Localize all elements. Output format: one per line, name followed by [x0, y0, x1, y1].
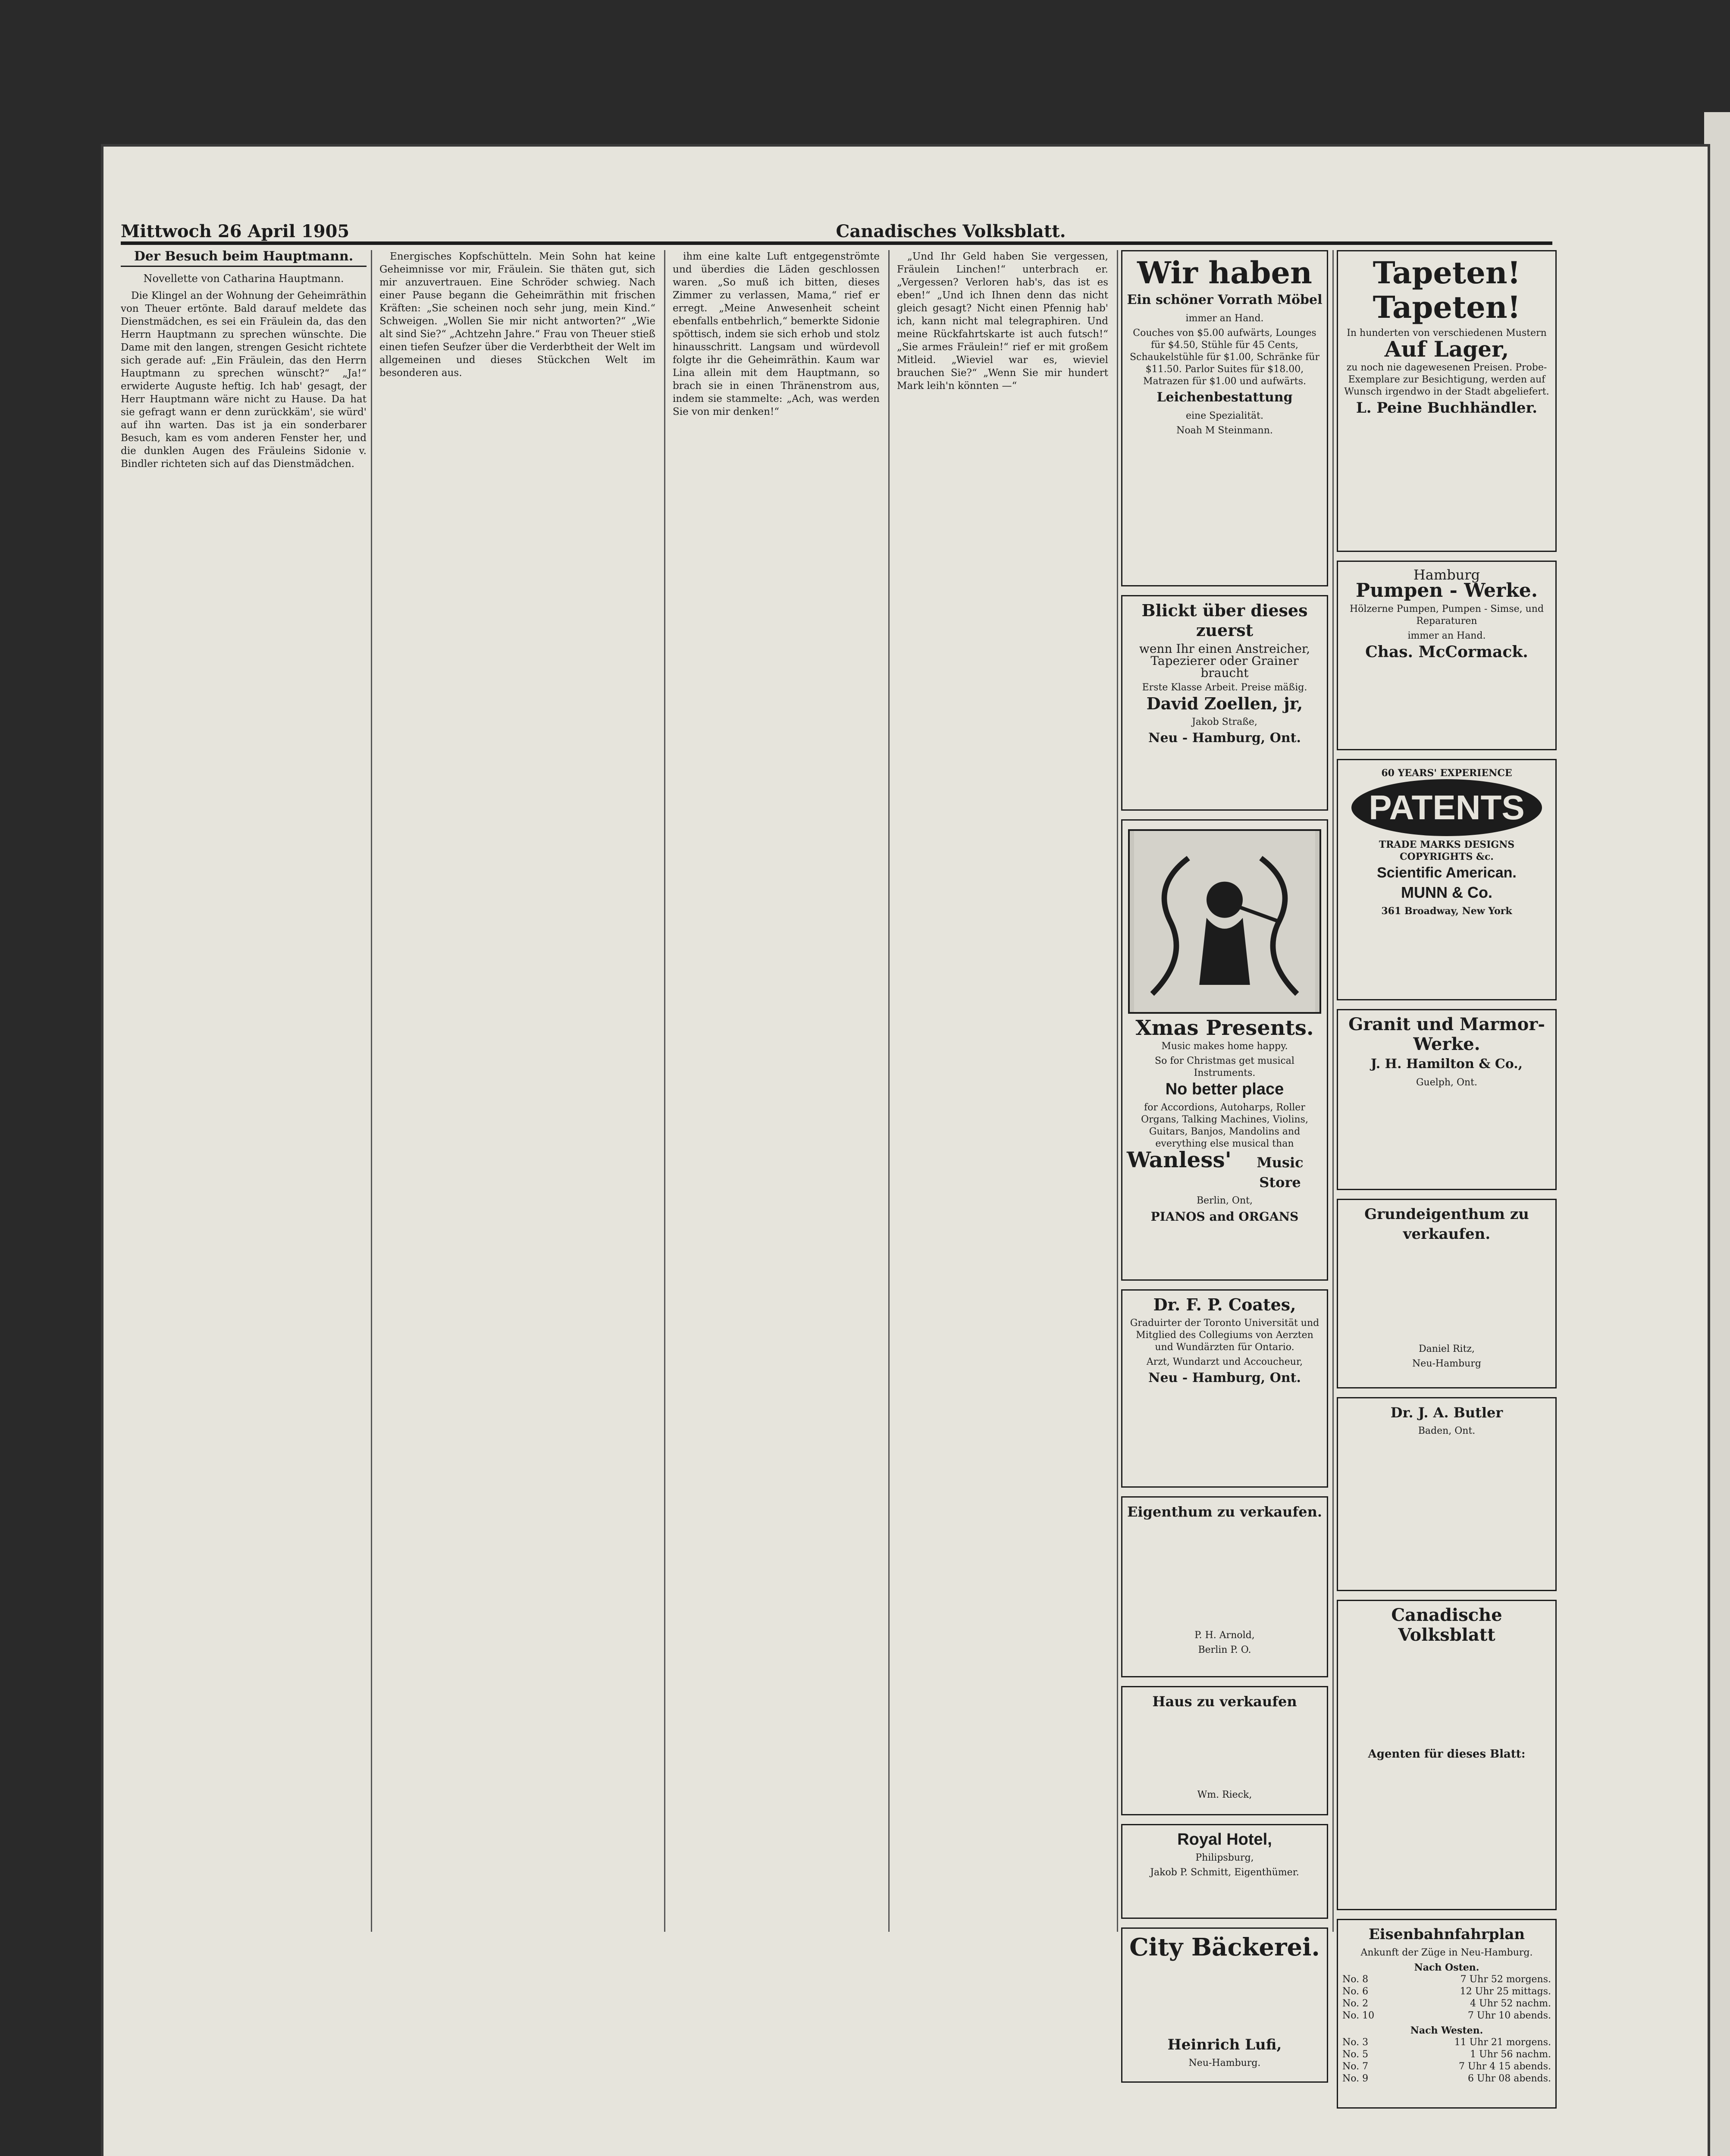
- schedule-east-label: Nach Osten.: [1414, 1962, 1479, 1973]
- ad-line: Leichenbestattung: [1156, 390, 1293, 405]
- ad-company: MUNN & Co.: [1401, 884, 1492, 901]
- ad-title: Grundeigenthum zu verkaufen.: [1364, 1206, 1529, 1243]
- schedule-row: [1342, 2049, 1551, 2061]
- train-number: No. 10: [1342, 2010, 1375, 2021]
- schedule-row: [1342, 2010, 1551, 2022]
- train-time: 4 Uhr 52 nachm.: [1470, 1998, 1551, 2009]
- story-column-2: [379, 250, 655, 1932]
- ad-line: Erste Klasse Arbeit. Preise mäßig.: [1142, 682, 1307, 693]
- ad-title: Royal Hotel,: [1177, 1830, 1272, 1849]
- ad-title: Eigenthum zu verkaufen.: [1127, 1504, 1322, 1520]
- newspaper-title: Canadisches Volksblatt.: [836, 221, 1066, 241]
- train-number: No. 5: [1342, 2049, 1369, 2060]
- doctor-butler-ad: [1337, 1397, 1557, 1591]
- train-schedule: [1337, 1919, 1557, 2109]
- ad-signature-place: Neu-Hamburg.: [1188, 2058, 1261, 2068]
- train-number: No. 9: [1342, 2073, 1369, 2084]
- city-bakery-ad: [1121, 1927, 1328, 2083]
- ad-owner: Jakob P. Schmitt,: [1150, 1867, 1232, 1878]
- ad-title: Canadische Volksblatt: [1391, 1605, 1502, 1645]
- ad-name: Dr. J. A. Butler: [1390, 1404, 1503, 1421]
- ad-address: 361 Broadway, New York: [1381, 906, 1512, 917]
- ad-body: wenn Ihr einen Anstreicher, Tapezierer oder Grainer braucht: [1139, 642, 1310, 680]
- train-number: No. 2: [1342, 1998, 1369, 2009]
- ad-town: Neu - Hamburg,: [1148, 730, 1266, 746]
- train-time: 1 Uhr 56 nachm.: [1470, 2049, 1551, 2060]
- schedule-row: [1342, 1986, 1551, 1998]
- train-time: 12 Uhr 25 mittags.: [1460, 1986, 1551, 1997]
- page-header: [121, 216, 1552, 245]
- ad-title: Wir haben: [1137, 255, 1312, 291]
- story-subtitle: Novellette von Catharina Hauptmann.: [143, 273, 344, 285]
- ad-magazine: Scientific American.: [1377, 865, 1517, 881]
- column-rule: [1117, 250, 1118, 1932]
- train-number: No. 8: [1342, 1974, 1369, 1985]
- ad-city: Hamburg: [1413, 567, 1480, 583]
- train-time: 7 Uhr 4 15 abends.: [1459, 2061, 1551, 2072]
- ad-title-2: Werke.: [1413, 1034, 1480, 1054]
- ad-signature-place: Berlin P. O.: [1198, 1645, 1251, 1655]
- schedule-row: [1342, 2061, 1551, 2073]
- ad-headline: No better place: [1165, 1080, 1284, 1098]
- music-ad: [1121, 819, 1328, 1281]
- story-text: Energisches Kopfschütteln. Mein Sohn hat keine Geheimnisse vor mir, Fräulein. Sie thäten gut, sich mir anzuvertrauen. Eine Schröder schwieg. Nach einer Pause begann die Geheimräthin mit frischen Kräften: „Sie scheinen noch sehr jung, mein Kind.“ Schweigen. „Wollen Sie mir nicht antworten?“ „Wie alt sind Sie?“ „Achtzehn Jahre.“ Frau von Theuer stieß einen tiefen Seufzer über die Verderbtheit der Welt im allgemeinen und dieses Stückchen Welt im besonderen aus.: [379, 251, 655, 379]
- doctor-coates-ad: [1121, 1289, 1328, 1488]
- train-time: 6 Uhr 08 abends.: [1468, 2073, 1551, 2084]
- ad-title: PATENTS: [1351, 779, 1542, 836]
- store-name: Wanless': [1127, 1147, 1232, 1172]
- story-column-1: [121, 250, 367, 1932]
- ad-headline: Auf Lager,: [1384, 336, 1509, 362]
- schedule-row: [1342, 1974, 1551, 1986]
- ad-line: Music makes home happy.: [1161, 1041, 1288, 1052]
- ad-title: Pumpen - Werke.: [1355, 580, 1538, 602]
- ad-seller-role: Buchhändler.: [1427, 399, 1538, 417]
- ad-province: Ont.: [1269, 1370, 1301, 1385]
- schedule-row: [1342, 1998, 1551, 2010]
- ad-body: Couches von $5.00 aufwärts, Lounges für $4.50, Stühle für 45 Cents, Schaukelstühle für $1.00, Schränke für $11.50. Parlor Suites für $18.00, Matrazen für $1.00 und aufwärts.: [1129, 328, 1320, 387]
- ad-signature: P. H. Arnold,: [1194, 1630, 1255, 1641]
- ad-line: So for Christmas get musical Instruments.: [1155, 1056, 1294, 1078]
- ad-title-2: Tapeten!: [1373, 289, 1521, 325]
- granite-works-ad: [1337, 1009, 1557, 1190]
- column-rule: [664, 250, 665, 1932]
- illustration-graphic: [1130, 831, 1319, 1012]
- ad-title: Blickt über dieses zuerst: [1141, 601, 1308, 640]
- ad-sub: Philipsburg,: [1195, 1852, 1254, 1863]
- story-column-4: [897, 250, 1108, 1932]
- store-name-2: Music Store: [1257, 1154, 1304, 1191]
- train-number: No. 7: [1342, 2061, 1369, 2072]
- ad-title: Tapeten!: [1373, 255, 1521, 291]
- ad-note: zu noch nie dagewesenen Preisen. Probe-Exemplare zur Besichtigung, werden auf Wunsch irgendwo in der Stadt abgeliefert.: [1344, 362, 1549, 397]
- ad-signature: Heinrich Lufi,: [1167, 2036, 1282, 2053]
- ad-items: Hölzerne Pumpen, Pumpen - Simse, und Reparaturen: [1349, 604, 1544, 627]
- schedule-sub: Ankunft der Züge in Neu-Hamburg.: [1360, 1947, 1533, 1958]
- story-text: ihm eine kalte Luft entgegenströmte und überdies die Läden geschlossen waren. „So muß ich bitten, dieses Zimmer zu verlassen, Mama,“ rief er erregt. „Meine Anwesenheit scheint ebenfalls entbehrlich,“ bemerkte Sidonie spöttisch, indem sie sich erhob und stolz hinausschritt. Langsam und würdevoll folgte ihr die Geheimräthin. Kaum war Lina allein mit dem Hauptmann, so brach sie in einen Thränenstrom aus, indem sie stammelte: „Ach, was werden Sie von mir denken!“: [673, 251, 880, 417]
- train-number: No. 3: [1342, 2037, 1369, 2048]
- ad-place: Baden, Ont.: [1418, 1426, 1476, 1436]
- issue-date: Mittwoch 26 April 1905: [121, 221, 350, 241]
- ad-years: 60 YEARS' EXPERIENCE: [1381, 768, 1512, 779]
- ad-seller: L. Peine: [1356, 399, 1422, 417]
- ad-line: Arzt, Wundarzt und Accoucheur,: [1146, 1357, 1303, 1367]
- ad-owner-role: Eigenthümer.: [1234, 1867, 1299, 1878]
- ad-title: Xmas Presents.: [1135, 1016, 1314, 1040]
- ad-signature: Daniel Ritz,: [1418, 1344, 1475, 1354]
- ad-sub: TRADE MARKS DESIGNS COPYRIGHTS &c.: [1379, 839, 1515, 862]
- ad-owner: Chas. McCormack.: [1365, 643, 1528, 661]
- ad-signature-place: Neu-Hamburg: [1412, 1358, 1481, 1369]
- schedule-row: [1342, 2037, 1551, 2049]
- volksblatt-notice: [1337, 1600, 1557, 1910]
- ad-stock: immer an Hand.: [1407, 630, 1486, 641]
- painter-ad: [1121, 595, 1328, 811]
- ad-body: In hunderten von verschiedenen Mustern: [1347, 328, 1547, 338]
- column-rule: [371, 250, 372, 1932]
- ad-city: Berlin, Ont,: [1197, 1195, 1253, 1206]
- ad-town: Neu - Hamburg,: [1148, 1370, 1266, 1385]
- column-rule: [1332, 250, 1334, 1932]
- patents-ad: [1337, 759, 1557, 1000]
- ad-body: Graduirter der Toronto Universität und Mitglied des Collegiums von Aerzten und Wundärzten für Ontario.: [1130, 1318, 1319, 1353]
- ad-line: Ein schöner Vorrath Möbel: [1127, 292, 1323, 307]
- royal-hotel-ad: [1121, 1824, 1328, 1919]
- story-title: Der Besuch beim Hauptmann.: [121, 250, 367, 267]
- story-column-3: [673, 250, 880, 1932]
- furniture-ad: [1121, 250, 1328, 586]
- ad-name: Dr. F. P. Coates,: [1153, 1295, 1296, 1314]
- story-text: Die Klingel an der Wohnung der Geheimräthin von Theuer ertönte. Bald darauf meldete das Dienstmädchen, es sei ein Fräulein da, das den Herrn Hauptmann zu sprechen wünschte. Die Dame mit den langen, strengen Gesicht richtete sich gerade auf: „Ein Fräulein, das den Herrn Hauptmann zu sprechen wünscht?“ „Ja!“ erwiderte Auguste heftig. Ich hab' gesagt, der Herr Hauptmann wäre nicht zu Hause. Da hat sie gefragt wann er denn zurückkäm', sie würd' auf ihn warten. Das ist ja ein sonderbarer Besuch, kam es vom anderen Fenster her, und die dunklen Augen des Fräuleins Sidonie v. Bindler richteten sich auf das Dienstmädchen.: [121, 290, 367, 470]
- ad-line: eine Spezialität.: [1185, 411, 1264, 421]
- ad-title: City Bäckerei.: [1129, 1933, 1320, 1962]
- ad-province: Ont.: [1269, 730, 1301, 746]
- column-rule: [888, 250, 890, 1932]
- ad-title: Haus zu verkaufen: [1152, 1693, 1297, 1710]
- train-time: 7 Uhr 52 morgens.: [1460, 1974, 1551, 1985]
- next-page-edge: [1704, 112, 1730, 2156]
- ad-signature: Wm. Rieck,: [1197, 1789, 1252, 1800]
- story-text: „Und Ihr Geld haben Sie vergessen, Fräulein Linchen!“ unterbrach er. „Vergessen? Verloren hab's, das ist es eben!“ „Und ich Ihnen denn das nicht gleich gesagt? Nicht einen Pfennig hab' ich, kann nicht mal telegraphiren. Und meine Rückfahrtskarte ist auch futsch!“ „Sie armes Fräulein!“ rief er mit großem Mitleid. „Wieviel war es, wieviel brauchen Sie?“ „Wenn Sie mir hundert Mark leih'n könnten —“: [897, 251, 1108, 392]
- ad-owner: J. H. Hamilton & Co.,: [1370, 1056, 1523, 1072]
- flute-player-illustration: [1128, 829, 1321, 1014]
- house-sale-ad: [1121, 1686, 1328, 1815]
- ad-goods: PIANOS and ORGANS: [1150, 1210, 1299, 1224]
- wallpaper-ad: [1337, 250, 1557, 552]
- land-sale-ad: [1337, 1199, 1557, 1388]
- train-number: No. 6: [1342, 1986, 1369, 1997]
- ad-place: Guelph, Ont.: [1416, 1077, 1478, 1088]
- ad-title: Granit und Marmor-: [1348, 1014, 1545, 1034]
- agents-title: Agenten für dieses Blatt:: [1368, 1748, 1526, 1761]
- ad-line: immer an Hand.: [1185, 313, 1264, 324]
- pump-works-ad: [1337, 561, 1557, 750]
- property-sale-ad: [1121, 1496, 1328, 1677]
- train-time: 11 Uhr 21 morgens.: [1454, 2037, 1551, 2048]
- schedule-row: [1342, 2073, 1551, 2085]
- ad-body: for Accordions, Autoharps, Roller Organs, Talking Machines, Violins, Guitars, Banjos, Mandolins and everything else musical than: [1141, 1102, 1308, 1149]
- schedule-title: Eisenbahnfahrplan: [1368, 1926, 1525, 1943]
- ad-signature: Noah M Steinmann.: [1176, 425, 1273, 436]
- ad-line: Jakob Straße,: [1192, 717, 1257, 727]
- train-time: 7 Uhr 10 abends.: [1468, 2010, 1551, 2021]
- schedule-west-label: Nach Westen.: [1410, 2025, 1483, 2036]
- ad-name: David Zoellen, jr,: [1146, 694, 1303, 713]
